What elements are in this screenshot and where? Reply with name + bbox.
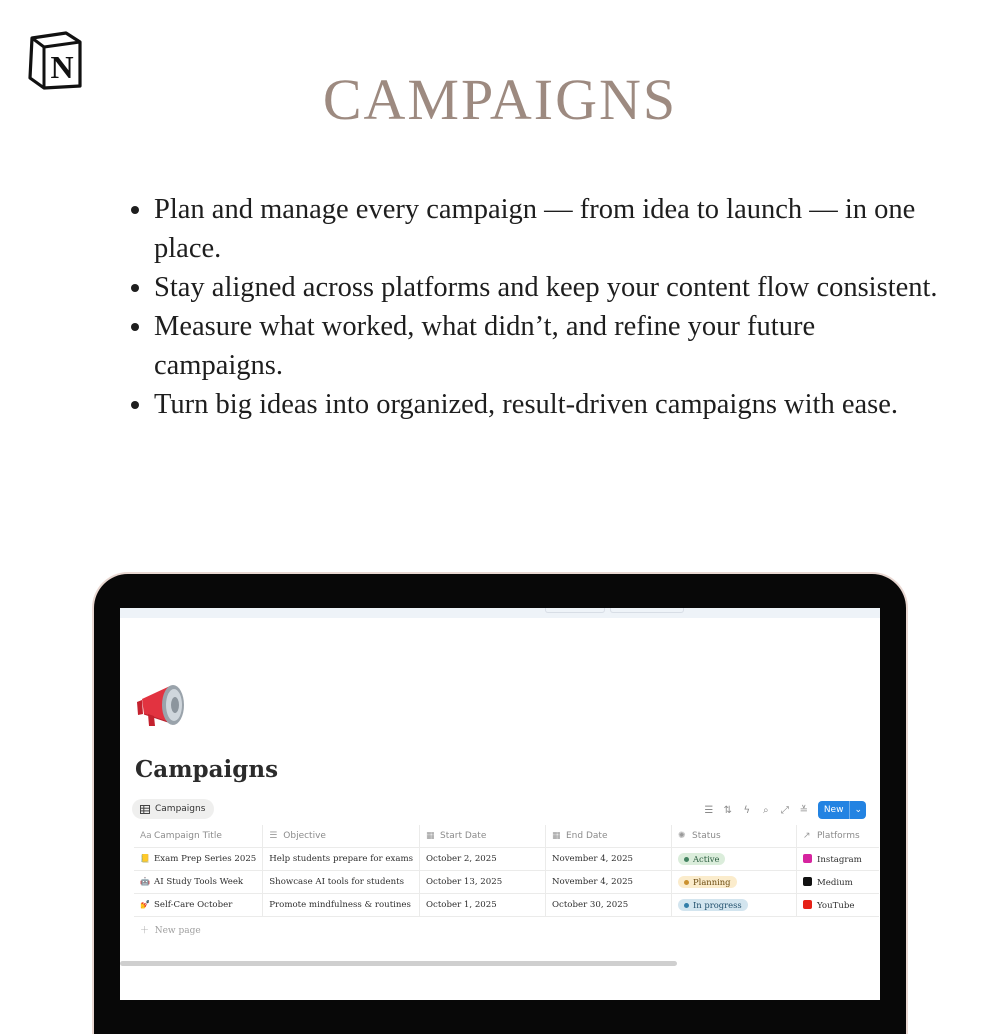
horizontal-scrollbar[interactable] [120,961,677,966]
cell-status[interactable] [672,848,797,871]
cell-text: AI Study Tools Week [154,877,244,887]
new-page-label: New page [154,926,201,936]
calendar-icon: ▦ [552,831,561,841]
cell-platform[interactable] [797,871,880,894]
column-label: Start Date [440,831,487,841]
cell-start-date[interactable] [420,871,546,894]
megaphone-icon[interactable] [134,680,188,730]
table-row[interactable] [134,871,879,894]
column-label: Status [692,831,721,841]
view-tab[interactable] [132,799,214,819]
page-title: CAMPAIGNS [322,67,678,132]
cell-text: Help students prepare for exams [269,854,413,864]
row-emoji-icon: 🤖 [140,877,150,886]
cell-text: Promote mindfulness & routines [269,900,411,910]
cell-end-date[interactable] [546,871,672,894]
status-label: In progress [693,900,742,910]
notion-screen [120,608,880,1000]
cell-objective[interactable] [263,848,420,871]
column-header-end-date[interactable] [546,825,672,848]
cell-objective[interactable] [263,894,420,917]
cell-status[interactable] [672,871,797,894]
cell-text: YouTube [817,900,855,911]
status-badge [678,853,725,865]
cell-text: Medium [817,877,853,888]
cell-status[interactable] [672,894,797,917]
cell-title[interactable] [134,848,263,871]
cell-title[interactable] [134,871,263,894]
relation-arrow-icon: ↗ [803,831,811,841]
new-page-button[interactable]: ＋ New page [140,926,201,936]
row-emoji-icon: 💅 [140,900,150,909]
cell-start-date[interactable] [420,848,546,871]
platform-icon [803,900,812,909]
text-type-icon: Aa [140,831,152,841]
platform-icon [803,877,812,886]
column-label: Objective [283,831,326,841]
column-header-objective[interactable] [263,825,420,848]
filter-icon[interactable]: ☰ [704,804,714,816]
cell-title[interactable] [134,894,263,917]
feature-item: • Plan and manage every campaign — from idea to launch — in one place. [154,190,944,268]
cell-text: October 13, 2025 [426,877,503,887]
status-label: Active [693,854,720,864]
top-button[interactable] [545,608,605,613]
chevron-down-icon[interactable]: ⌄ [849,801,866,819]
feature-item: • Measure what worked, what didn’t, and refine your future campaigns. [154,307,944,385]
status-dot-icon [684,857,689,862]
column-header-status[interactable] [672,825,797,848]
column-label: Platforms [817,831,860,841]
cell-text: November 4, 2025 [552,854,634,864]
cell-text: Showcase AI tools for students [269,877,404,887]
lines-icon: ☰ [269,831,278,841]
calendar-icon: ▦ [426,831,435,841]
top-button[interactable] [610,608,684,613]
cell-text: Instagram [817,854,862,865]
feature-item: • Turn big ideas into organized, result-driven campaigns with ease. [154,385,944,424]
column-header-title[interactable] [134,825,263,848]
cell-text: October 2, 2025 [426,854,497,864]
cell-start-date[interactable] [420,894,546,917]
database-title: Campaigns [135,756,279,783]
status-dot-icon [684,880,689,885]
cell-end-date[interactable] [546,894,672,917]
cell-platform[interactable] [797,848,880,871]
window-top-bar [120,608,880,618]
cell-platform[interactable] [797,894,880,917]
status-badge [678,899,748,911]
database-toolbar [704,801,866,819]
cell-text: November 4, 2025 [552,877,634,887]
status-label: Planning [693,877,731,887]
settings-icon[interactable]: ≚ [799,804,808,816]
new-button-label: New [823,805,844,815]
status-badge [678,876,737,888]
cell-text: Self-Care October [154,900,233,910]
expand-icon[interactable]: ⤢ [780,804,789,816]
feature-item: • Stay aligned across platforms and keep your content flow consistent. [154,268,944,307]
row-emoji-icon: 📒 [140,854,150,863]
table-row[interactable] [134,848,879,871]
status-icon: ✺ [678,831,686,841]
platform-icon [803,854,812,863]
column-header-start-date[interactable] [420,825,546,848]
column-label: End Date [566,831,608,841]
search-icon[interactable]: ⌕ [763,804,769,816]
status-dot-icon [684,903,689,908]
campaigns-table [134,825,879,917]
table-header-row [134,825,879,848]
cell-end-date[interactable] [546,848,672,871]
view-tab-label: Campaigns [155,804,206,814]
cell-text: October 30, 2025 [552,900,629,910]
sort-icon[interactable]: ⇅ [723,804,732,816]
column-header-platforms[interactable] [797,825,880,848]
cell-text: Exam Prep Series 2025 [154,854,257,864]
new-button[interactable] [818,801,866,819]
logo-letter: N [50,49,74,85]
cell-objective[interactable] [263,871,420,894]
automation-icon[interactable]: ϟ [743,804,751,816]
column-label: Campaign Title [154,831,222,841]
table-icon [140,805,150,814]
table-row[interactable] [134,894,879,917]
feature-list [118,190,944,424]
cell-text: October 1, 2025 [426,900,497,910]
